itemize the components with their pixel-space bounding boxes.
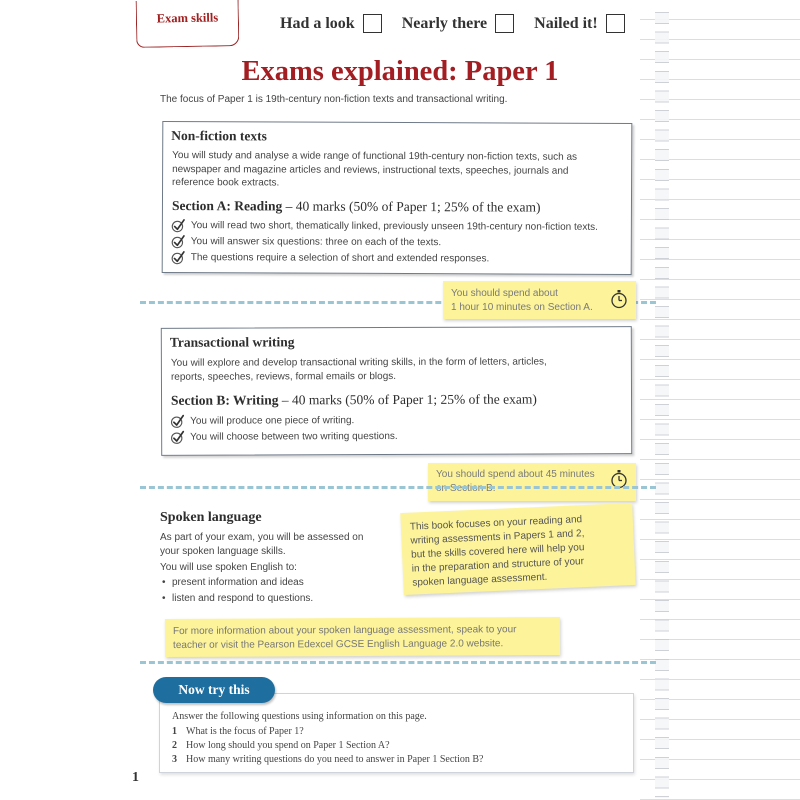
question-number: 1 [172, 726, 177, 737]
now-try-intro: Answer the following questions using information on this page. [172, 711, 427, 722]
check-item [170, 413, 354, 429]
note-line: 1 hour 10 minutes on Section A. [451, 301, 593, 313]
section-a-heading [172, 198, 541, 216]
notebook-binder-rings [655, 8, 669, 798]
nonfiction-panel [162, 121, 633, 275]
sticky-note-section-a-time [443, 281, 636, 319]
sticky-note-section-b-time [428, 463, 636, 501]
check-circle-icon [171, 218, 186, 233]
question-text: How long should you spend on Paper 1 Section A? [186, 740, 390, 751]
section-b-bold: Section B: Writing [171, 392, 279, 408]
note-line: in the preparation and structure of your [411, 556, 585, 575]
spoken-line-2: your spoken language skills. [160, 546, 286, 557]
check-text: The questions require a selection of short and extended responses. [190, 252, 490, 265]
question-row [172, 754, 483, 765]
section-tab [136, 0, 240, 48]
list-item [162, 577, 304, 588]
spoken-line-3: You will use spoken English to: [160, 562, 297, 573]
note-line: You should spend about [451, 288, 558, 299]
spoken-line-1: As part of your exam, you will be assessed on [160, 532, 364, 543]
bullet-text: listen and respond to questions. [172, 593, 314, 604]
nonfiction-line-1: You will study and analyse a wide range of functional 19th-century non-fiction texts, such as [172, 150, 578, 163]
section-b-marks: – 40 marks (50% of Paper 1; 25% of the exam) [278, 391, 537, 408]
note-line: You should spend about 45 minutes [436, 469, 595, 480]
now-try-this-badge: Now try this [153, 677, 275, 703]
nailed-it-label: Nailed it! [534, 14, 598, 32]
check-item [171, 250, 490, 266]
page-number: 1 [132, 770, 139, 785]
check-text: You will produce one piece of writing. [190, 415, 355, 427]
section-a-marks: – 40 marks (50% of Paper 1; 25% of the exam) [282, 198, 541, 215]
stopwatch-icon [610, 289, 628, 309]
bullet-dot: • [162, 593, 166, 604]
note-line: writing assessments in Papers 1 and 2, [410, 528, 585, 547]
question-row [172, 740, 390, 751]
question-row [172, 726, 304, 737]
transactional-panel [161, 326, 632, 456]
page-title: Exams explained: Paper 1 [241, 56, 559, 87]
note-line: on Section B. [436, 482, 496, 494]
nonfiction-line-3: reference book extracts. [172, 177, 280, 189]
check-circle-icon [170, 414, 185, 429]
check-circle-icon [171, 250, 186, 265]
list-item [162, 593, 313, 604]
check-circle-icon [171, 234, 186, 249]
question-text: What is the focus of Paper 1? [186, 726, 304, 737]
section-b-heading [171, 392, 537, 409]
dashed-divider [140, 661, 656, 664]
check-text: You will answer six questions: three on each of the texts. [190, 236, 442, 249]
check-text: You will read two short, thematically linked, previously unseen 19th-century non-fiction texts. [190, 220, 598, 233]
progress-tracker [280, 14, 625, 33]
now-try-this-box [159, 693, 634, 773]
check-circle-icon [170, 430, 185, 445]
sticky-note-more-info [165, 617, 560, 657]
note-line: For more information about your spoken language assessment, speak to your [172, 624, 517, 637]
bullet-dot: • [162, 577, 166, 588]
nearly-there-label: Nearly there [401, 14, 488, 32]
dashed-divider [140, 486, 656, 489]
bullet-text: present information and ideas [172, 577, 304, 588]
nailed-it-checkbox[interactable] [606, 14, 625, 33]
transactional-line-2: reports, speeches, reviews, formal emails or blogs. [170, 370, 397, 383]
had-a-look-checkbox[interactable] [363, 14, 382, 33]
transactional-line-1: You will explore and develop transactional writing skills, in the form of letters, articles, [170, 356, 547, 369]
nearly-there-checkbox[interactable] [495, 14, 514, 33]
check-text: You will choose between two writing questions. [190, 430, 398, 443]
spoken-language-title: Spoken language [160, 510, 262, 525]
check-item [171, 234, 441, 250]
note-line: teacher or visit the Pearson Edexcel GCSE English Language 2.0 website. [173, 637, 504, 651]
question-number: 3 [172, 754, 177, 765]
question-text: How many writing questions do you need to answer in Paper 1 Section B? [186, 754, 484, 765]
question-number: 2 [172, 740, 177, 751]
transactional-title: Transactional writing [169, 334, 295, 350]
section-tab-label: Exam skills [156, 10, 219, 26]
nonfiction-title: Non-fiction texts [171, 128, 267, 144]
check-item [171, 218, 598, 235]
note-line: This book focuses on your reading and [409, 514, 583, 533]
note-line: but the skills covered here will help you [410, 542, 585, 561]
sticky-note-book-focus [400, 503, 635, 595]
note-line: spoken language assessment. [412, 571, 548, 589]
section-a-bold: Section A: Reading [171, 198, 283, 214]
check-item [170, 429, 398, 445]
intro-text: The focus of Paper 1 is 19th-century non-fiction texts and transactional writing. [160, 94, 508, 105]
nonfiction-line-2: newspaper and magazine articles and reviews, instructional texts, speeches, journals and [172, 163, 569, 177]
had-a-look-label: Had a look [280, 14, 355, 32]
